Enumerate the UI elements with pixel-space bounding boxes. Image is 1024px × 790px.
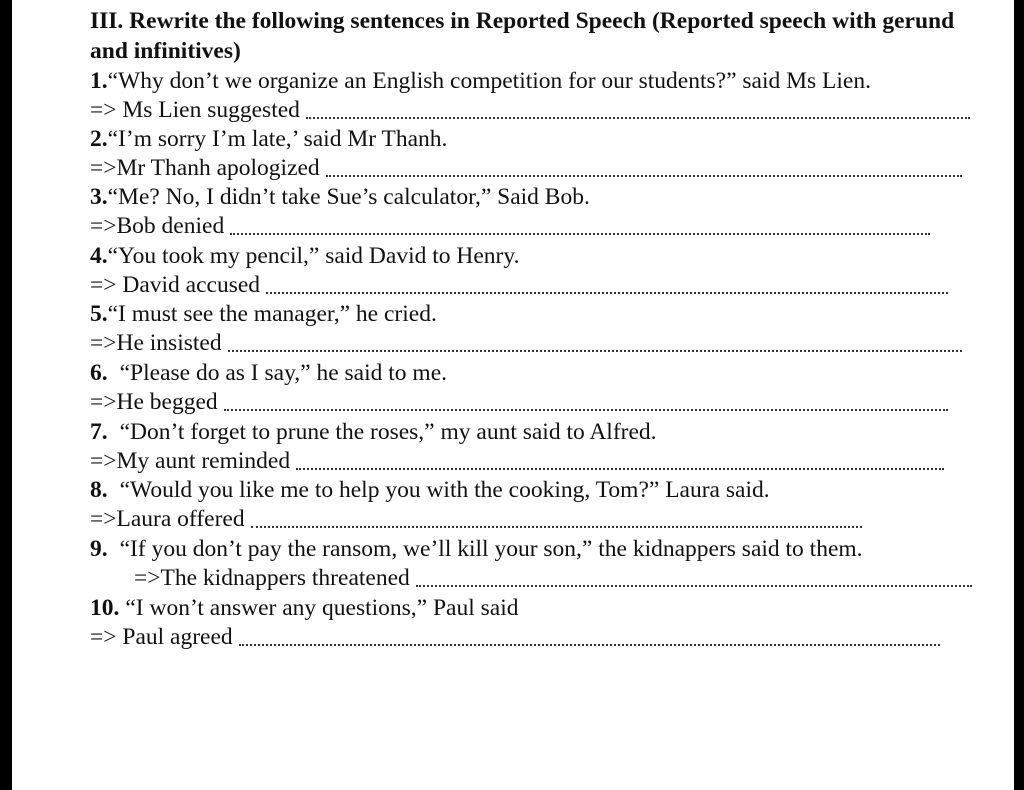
question-number: 5.	[90, 301, 108, 327]
answer-line-2	[90, 153, 962, 183]
answer-line-3	[90, 211, 930, 241]
question-text: “I must see the manager,” he cried.	[107, 301, 437, 327]
question-line-8	[90, 475, 970, 505]
question-number: 7.	[90, 419, 108, 445]
answer-blank[interactable]	[230, 233, 930, 235]
answer-blank[interactable]	[239, 644, 940, 646]
question-line-1	[90, 66, 970, 96]
answer-prompt: =>Laura offered	[90, 506, 245, 532]
question-line-10	[90, 593, 970, 623]
answer-line-8	[90, 504, 862, 534]
question-text: “Why don’t we organize an English competition for our students?” said Ms Lien.	[107, 68, 871, 94]
answer-line-6	[90, 387, 948, 417]
question-number: 3.	[90, 184, 108, 210]
question-number: 1.	[90, 68, 108, 94]
question-line-4	[90, 241, 970, 271]
question-line-2	[90, 124, 970, 154]
answer-prompt: =>Bob denied	[90, 213, 225, 239]
answer-blank[interactable]	[306, 117, 970, 119]
question-text: “You took my pencil,” said David to Henry.	[107, 243, 520, 269]
answer-prompt: => Paul agreed	[90, 624, 233, 650]
answer-prompt: =>The kidnappers threatened	[134, 565, 410, 591]
answer-blank[interactable]	[224, 409, 948, 411]
question-text: “I won’t answer any questions,” Paul said	[125, 595, 519, 621]
question-line-5	[90, 299, 970, 329]
answer-line-5	[90, 328, 962, 358]
question-text: “Me? No, I didn’t take Sue’s calculator,” Said Bob.	[107, 184, 590, 210]
answer-prompt: =>My aunt reminded	[90, 448, 291, 474]
worksheet-page	[12, 0, 1014, 790]
question-number: 8.	[90, 477, 108, 503]
answer-prompt: => Ms Lien suggested	[90, 97, 300, 123]
question-text: “I’m sorry I’m late,’ said Mr Thanh.	[107, 126, 448, 152]
question-text: “Please do as I say,” he said to me.	[119, 360, 447, 386]
question-line-6	[90, 358, 970, 388]
answer-line-10	[90, 622, 940, 652]
answer-blank[interactable]	[228, 350, 962, 352]
question-line-9	[90, 534, 990, 564]
answer-blank[interactable]	[416, 585, 972, 587]
answer-prompt: =>He insisted	[90, 330, 222, 356]
answer-line-9	[134, 563, 972, 593]
answer-line-1	[90, 95, 970, 125]
answer-blank[interactable]	[296, 468, 944, 470]
question-text: “Would you like me to help you with the cooking, Tom?” Laura said.	[119, 477, 770, 503]
exercise-title: III. Rewrite the following sentences in Reported Speech (Reported speech with gerund and infinitives)	[90, 8, 955, 64]
question-line-7	[90, 417, 970, 447]
question-number: 10.	[90, 595, 120, 621]
question-number: 4.	[90, 243, 108, 269]
answer-blank[interactable]	[251, 526, 862, 528]
answer-blank[interactable]	[266, 292, 948, 294]
answer-blank[interactable]	[326, 175, 962, 177]
question-number: 2.	[90, 126, 108, 152]
answer-prompt: =>Mr Thanh apologized	[90, 155, 320, 181]
question-text: “If you don’t pay the ransom, we’ll kill your son,” the kidnappers said to them.	[119, 536, 863, 562]
answer-line-4	[90, 270, 948, 300]
question-line-3	[90, 182, 970, 212]
question-number: 9.	[90, 536, 108, 562]
answer-line-7	[90, 446, 944, 476]
question-number: 6.	[90, 360, 108, 386]
question-text: “Don’t forget to prune the roses,” my aunt said to Alfred.	[119, 419, 657, 445]
answer-prompt: => David accused	[90, 272, 261, 298]
answer-prompt: =>He begged	[90, 389, 218, 415]
